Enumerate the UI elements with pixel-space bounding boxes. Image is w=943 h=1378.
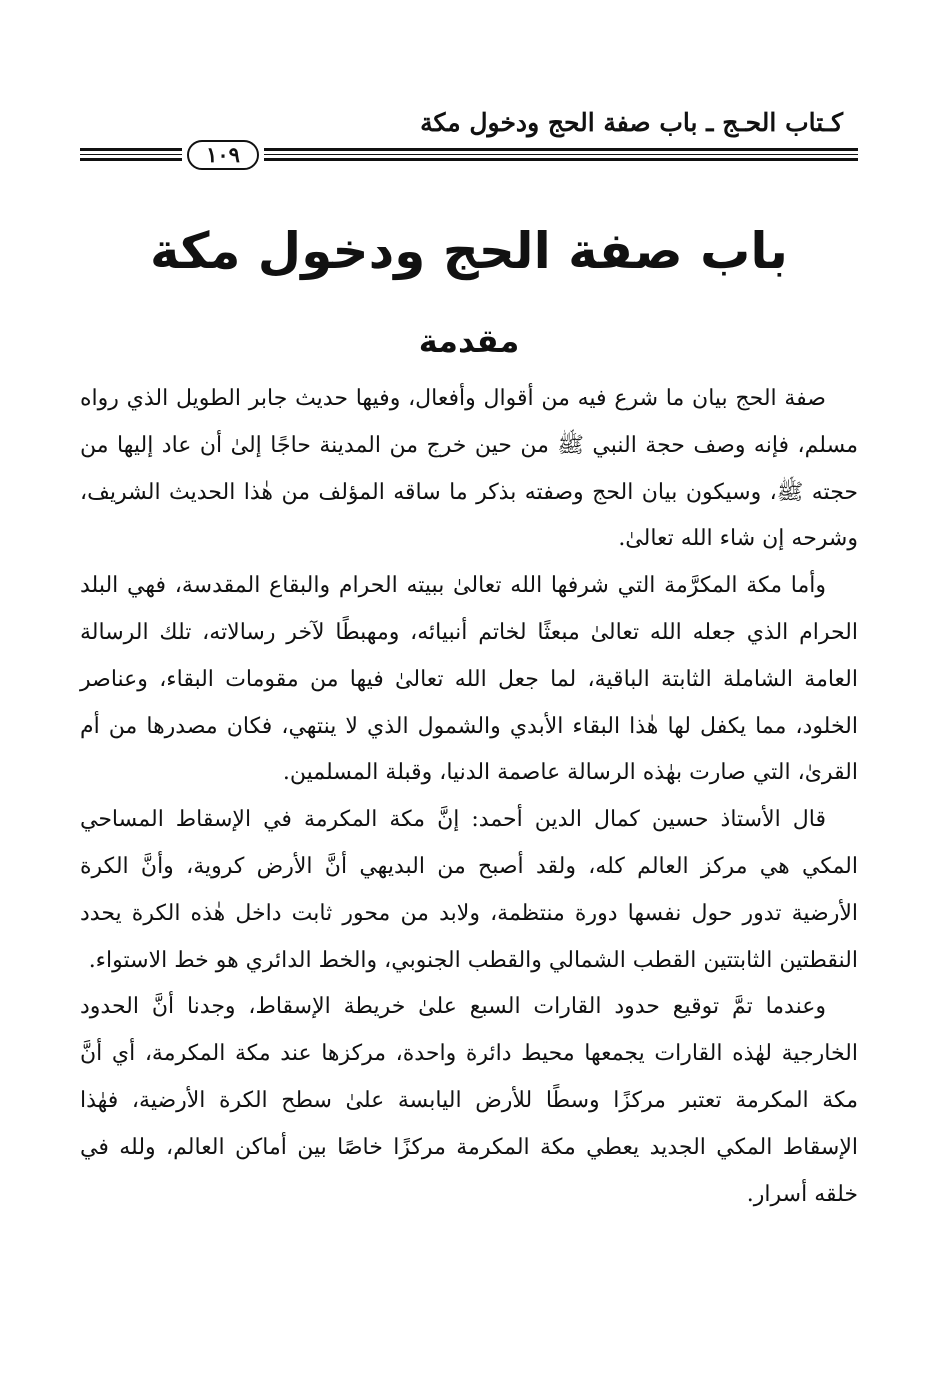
header-rule (80, 142, 858, 167)
paragraph: قال الأستاذ حسين كمال الدين أحمد: إنَّ مكة المكرمة في الإسقاط المساحي المكي هي مركز العالم كله، ولقد أصبح من البديهي أنَّ الأرض كروية، وأنَّ الكرة الأرضية تدور حول نفسها دورة منتظمة، ولابد من محور ثابت داخل هٰذه الكرة يحدد النقطتين الثابتتين القطب الشمالي والقطب الجنوبي، والخط الدائري هو خط الاستواء. (80, 807, 858, 973)
page-number: ١٠٩ (187, 140, 259, 170)
paragraph: صفة الحج بيان ما شرع فيه من أقوال وأفعال، وفيها حديث جابر الطويل الذي رواه مسلم، فإنه وصف حجة النبي ﷺ من حين خرج من المدينة حاجًا إلىٰ أن عاد إليها من حجته ﷺ، وسيكون بيان الحج وصفته بذكر ما ساقه المؤلف من هٰذا الحديث الشريف، وشرحه إن شاء الله تعالىٰ. (80, 386, 858, 552)
header-rule-line-right-thin (264, 154, 858, 155)
paragraph: وعندما تمَّ توقيع حدود القارات السبع علىٰ خريطة الإسقاط، وجدنا أنَّ الحدود الخارجية لهٰذه القارات يجمعها محيط دائرة واحدة، مركزها عند مكة المكرمة، أي أنَّ مكة المكرمة تعتبر مركزًا وسطًا للأرض اليابسة علىٰ سطح الكرة الأرضية، فهٰذا الإسقاط المكي الجديد يعطي مكة المكرمة مركزًا خاصًا بين أماكن العالم، ولله في خلقه أسرار. (80, 994, 858, 1207)
running-header: كـتاب الحـج ـ باب صفة الحج ودخول مكة (420, 108, 843, 137)
header-rule-line-left-thin (80, 154, 182, 155)
header-rule-line-right-thick-2 (264, 158, 858, 161)
section-title: مقدمة (418, 322, 520, 360)
chapter-title: باب صفة الحج ودخول مكة (150, 222, 788, 280)
header-rule-line-right-thick (264, 148, 858, 151)
paragraph: وأما مكة المكرَّمة التي شرفها الله تعالىٰ ببيته الحرام والبقاع المقدسة، فهي البلد الحرام الذي جعله الله تعالىٰ مبعثًا لخاتم أنبيائه، ومهبطًا لآخر رسالاته، تلك الرسالة العامة الشاملة الثابتة الباقية، لما جعل الله تعالىٰ فيها من مقومات البقاء، وعناصر الخلود، مما يكفل لها هٰذا البقاء الأبدي والشمول الذي لا ينتهي، فكان مصدرها من أم القرىٰ، التي صارت بهٰذه الرسالة عاصمة الدنيا، وقبلة المسلمين. (80, 573, 858, 786)
header-rule-line-left-thick-2 (80, 158, 182, 161)
header-rule-line-left-thick (80, 148, 182, 151)
body-text (80, 376, 858, 1218)
